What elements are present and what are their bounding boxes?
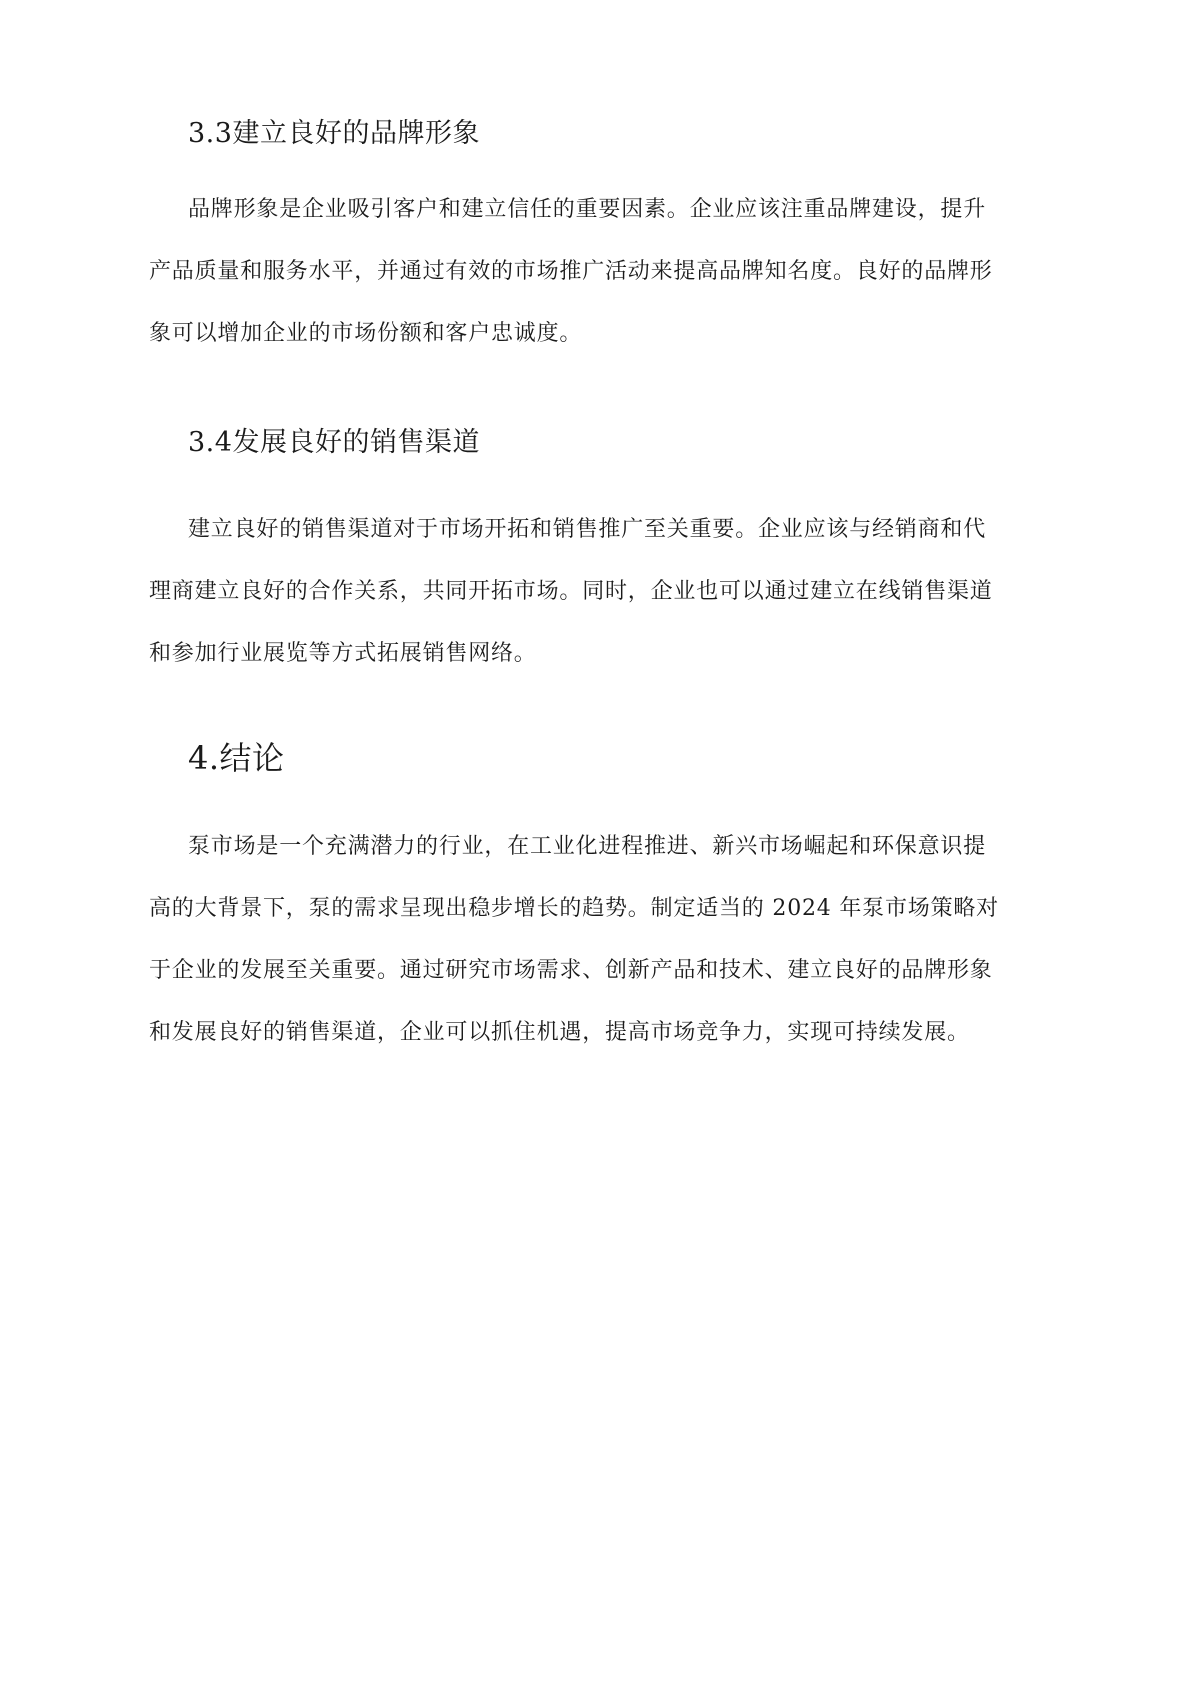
section-heading-3-3: 3.3建立良好的品牌形象 [188,118,480,149]
paragraph-sales-channels [149,512,1040,698]
paragraph-line: 和发展良好的销售渠道，企业可以抓住机遇，提高市场竞争力，实现可持续发展。 [149,1020,970,1045]
paragraph-line: 产品质量和服务水平，并通过有效的市场推广活动来提高品牌知名度。良好的品牌形 [149,259,993,284]
paragraph-conclusion [149,829,1040,1077]
section-heading-4: 4.结论 [188,739,285,777]
paragraph-line: 于企业的发展至关重要。通过研究市场需求、创新产品和技术、建立良好的品牌形象 [149,958,993,983]
paragraph-line: 品牌形象是企业吸引客户和建立信任的重要因素。企业应该注重品牌建设，提升 [188,197,987,222]
paragraph-line: 和参加行业展览等方式拓展销售网络。 [149,641,537,666]
section-heading-3-4: 3.4发展良好的销售渠道 [188,427,480,458]
paragraph-line: 泵市场是一个充满潜力的行业，在工业化进程推进、新兴市场崛起和环保意识提 [188,834,987,859]
paragraph-line: 象可以增加企业的市场份额和客户忠诚度。 [149,321,583,346]
paragraph-line: 高的大背景下，泵的需求呈现出稳步增长的趋势。制定适当的 2024 年泵市场策略对 [149,896,999,921]
paragraph-brand-image [149,192,1040,378]
paragraph-line: 理商建立良好的合作关系，共同开拓市场。同时，企业也可以通过建立在线销售渠道 [149,579,993,604]
paragraph-line: 建立良好的销售渠道对于市场开拓和销售推广至关重要。企业应该与经销商和代 [188,517,987,542]
